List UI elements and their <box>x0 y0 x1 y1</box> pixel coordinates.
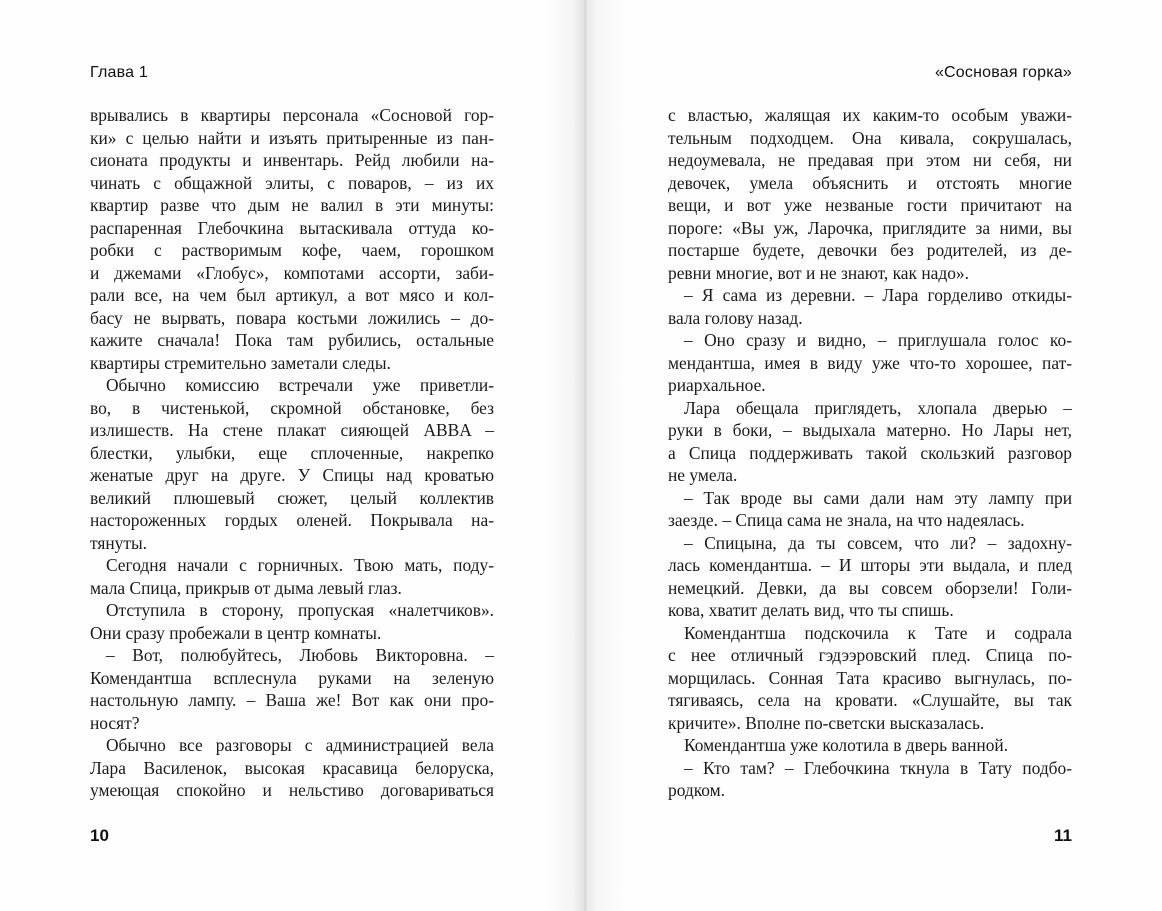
text-line: рали все, на чем был артикул, а вот мясо и кол- <box>90 285 494 305</box>
text-line: – Оно сразу и видно, – приглушала голос ко- <box>684 330 1072 350</box>
text-line: с нее отличный гэдээровский плед. Спица по- <box>668 645 1072 665</box>
text-line: Отступила в сторону, пропуская «налетчиков». <box>106 600 494 620</box>
text-line: пороге: «Вы уж, Ларочка, приглядите за ними, вы <box>668 217 1072 238</box>
text-line: Комендантша уже колотила в дверь ванной. <box>684 735 1009 755</box>
text-line: ки» с целью найти и изъять притыренные из пан- <box>90 127 494 148</box>
text-line: – Кто там? – Глебочкина ткнула в Тату подбо- <box>684 757 1072 778</box>
text-line: носят? <box>90 712 140 733</box>
text-line: кричите». Вполне по-светски высказалась. <box>668 712 985 733</box>
text-line: – Спицына, да ты совсем, что ли? – задохну- <box>684 532 1072 553</box>
text-line: излишеств. На стене плакат сияющей ABBA – <box>90 420 494 440</box>
text-line: и джемами «Глобус», компотами ассорти, заби- <box>90 262 494 283</box>
text-line: чинать с общажной элиты, с поваров, – из их <box>90 172 494 193</box>
text-line: Сегодня начали с горничных. Твою мать, поду- <box>106 555 494 575</box>
left-running-head: Глава 1 <box>90 64 148 81</box>
text-line: блестки, улыбки, еще сплоченные, накрепко <box>90 442 494 463</box>
text-line: вала голову назад. <box>668 307 803 328</box>
left-page <box>0 0 580 911</box>
text-line: Лара Василенок, высокая красавица белоруска, <box>90 757 494 778</box>
text-line: лась комендантша. – И шторы эти выдала, и плед <box>668 555 1072 575</box>
text-line: – Вот, полюбуйтесь, Любовь Викторовна. – <box>106 645 494 665</box>
text-line: мендантша, имея в виду уже что-то хорошее, пат- <box>668 352 1072 373</box>
right-page <box>582 0 1162 911</box>
text-line: недоумевала, не предавая при этом ни себя, ни <box>668 150 1072 170</box>
text-line: риархальное. <box>668 375 766 395</box>
text-line: женатые друг на друге. У Спицы над кроватью <box>90 465 494 485</box>
text-line: Лара обещала приглядеть, хлопала дверью – <box>684 397 1072 418</box>
text-line: с властью, жалящая их каким-то особым уважи- <box>668 105 1072 125</box>
text-line: великий плюшевый сюжет, целый коллектив <box>90 487 494 508</box>
text-line: кова, хватит делать вид, что ты спишь. <box>668 600 954 620</box>
left-text-block <box>90 104 494 802</box>
text-line: постарше будете, девочки без родителей, из де- <box>668 240 1072 260</box>
text-line: тельным подходцем. Она кивала, сокрушалась, <box>668 127 1072 148</box>
text-line: мала Спица, прикрыв от дыма левый глаз. <box>90 577 402 598</box>
text-line: умеющая спокойно и нельстиво договариваться <box>90 780 494 800</box>
text-line: врывались в квартиры персонала «Сосновой гор- <box>90 105 494 125</box>
right-running-head: «Сосновая горка» <box>934 64 1072 81</box>
text-line: Обычно комиссию встречали уже приветли- <box>106 375 494 395</box>
text-line: Обычно все разговоры с администрацией вела <box>106 735 494 755</box>
text-line: девочек, умела объяснить и отстоять многие <box>668 172 1072 193</box>
right-page-number: 11 <box>1054 826 1072 845</box>
left-page-number: 10 <box>90 826 109 845</box>
text-line: заезде. – Спица сама не знала, на что надеялась. <box>668 510 1025 530</box>
text-line: квартир разве что дым не валил в эти минуты: <box>90 195 494 215</box>
text-line: Комендантша всплеснула руками на зеленую <box>90 667 494 688</box>
text-line: морщилась. Сонная Тата красиво выгнулась, по- <box>668 667 1072 688</box>
text-line: настольную лампу. – Ваша же! Вот как они про- <box>90 690 494 710</box>
text-line: Комендантша подскочила к Тате и содрала <box>684 622 1072 643</box>
text-line: квартиры стремительно заметали следы. <box>90 352 391 373</box>
text-line: Они сразу пробежали в центр комнаты. <box>90 622 382 643</box>
text-line: кажите сначала! Пока там рубились, остальные <box>90 330 494 350</box>
text-line: – Так вроде вы сами дали нам эту лампу при <box>684 487 1072 508</box>
right-text-block <box>668 104 1072 802</box>
text-line: настороженных гордых оленей. Покрывала на- <box>90 510 494 530</box>
text-line: – Я сама из деревни. – Лара горделиво откиды- <box>684 285 1072 305</box>
text-line: распаренная Глебочкина вытаскивала оттуда ко- <box>90 217 494 238</box>
text-line: робки с растворимым кофе, чаем, горошком <box>90 240 494 260</box>
text-line: во, в чистенькой, скромной обстановке, без <box>90 397 494 418</box>
text-line: не умела. <box>668 465 738 485</box>
text-line: а Спица поддерживать такой скользкий разговор <box>668 442 1072 463</box>
text-line: тянуты. <box>90 532 148 553</box>
text-line: тягиваясь, села на кровати. «Слушайте, вы так <box>668 690 1072 710</box>
text-line: ревни многие, вот и не знают, как надо». <box>668 262 969 283</box>
text-line: басу не вырвать, повара костьми ложились – до- <box>90 307 494 328</box>
text-line: немецкий. Девки, да вы совсем оборзели! Голи- <box>668 577 1072 598</box>
text-line: вещи, и вот уже незваные гости причитают на <box>668 195 1072 215</box>
text-line: руки в боки, – выдыхала матерно. Но Лары нет, <box>668 420 1072 440</box>
text-line: родком. <box>668 780 726 800</box>
text-line: сионата продукты и инвентарь. Рейд любили на- <box>90 150 494 170</box>
